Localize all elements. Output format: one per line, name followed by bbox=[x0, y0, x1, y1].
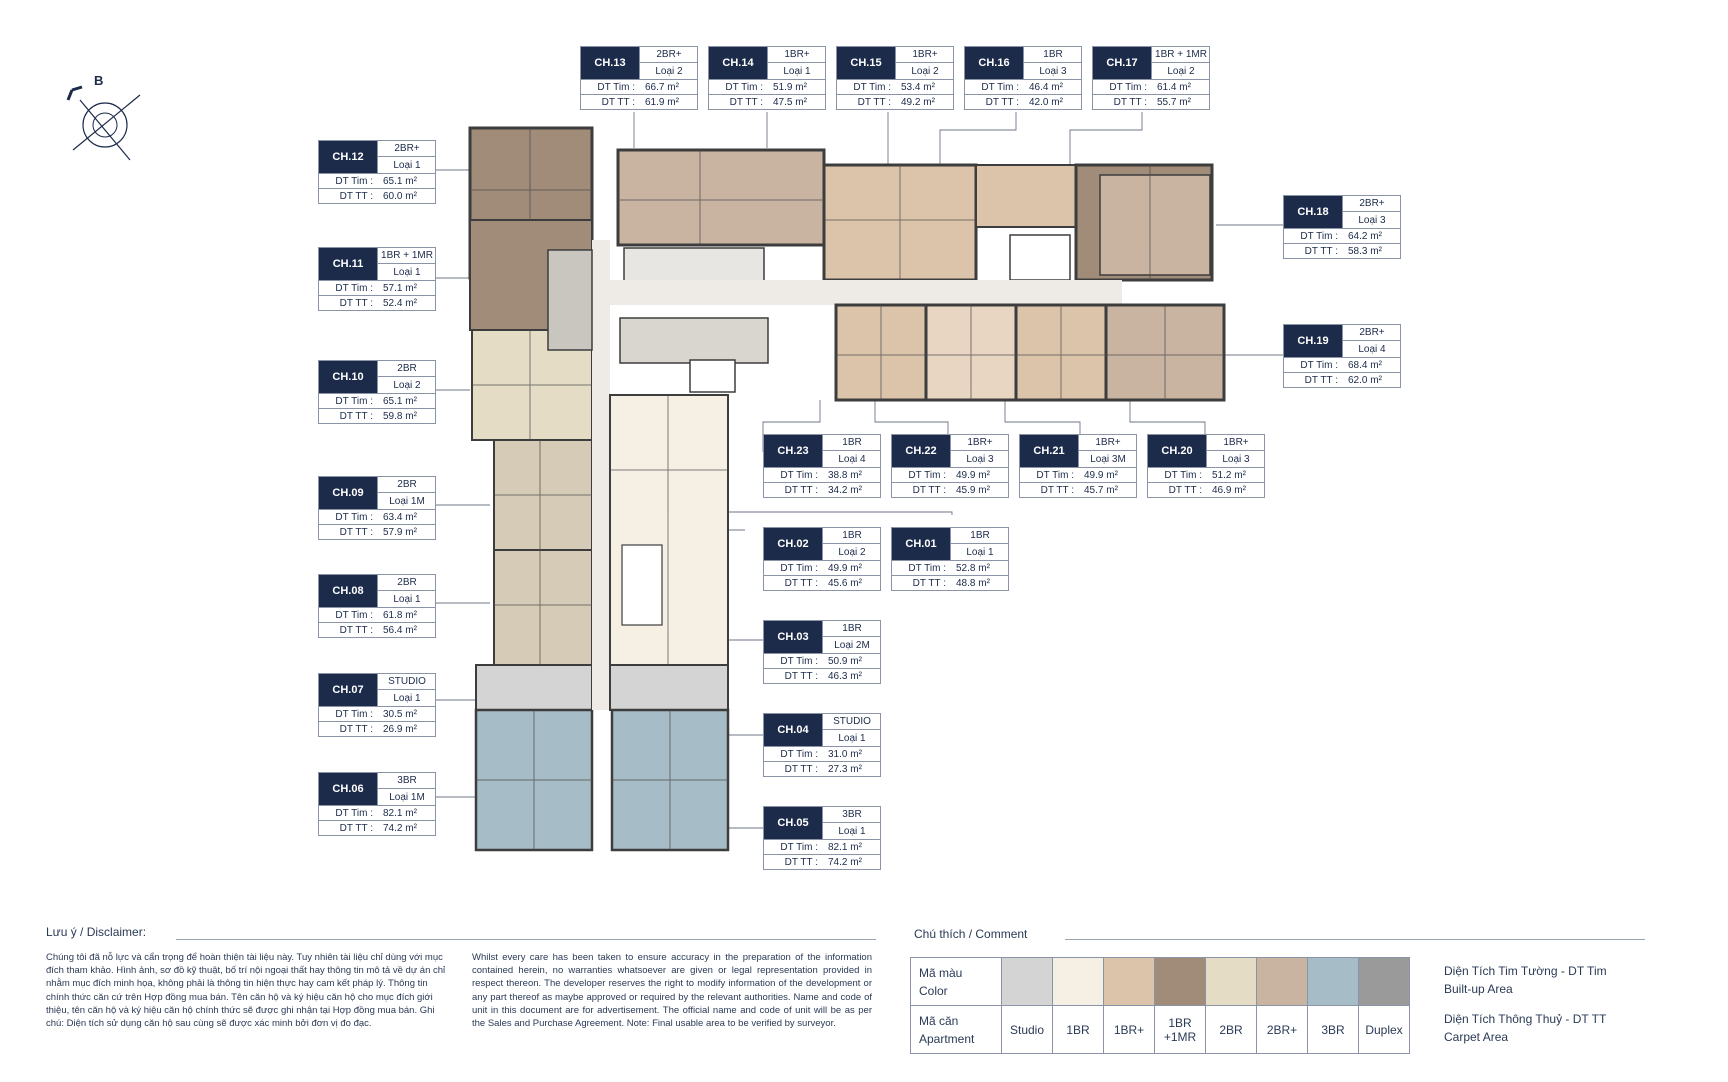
unit-subtype: Loại 2 bbox=[377, 377, 436, 393]
unit-subtype: Loại 1M bbox=[377, 493, 436, 509]
color-legend bbox=[910, 957, 1410, 1054]
disclaimer-title: Lưu ý / Disclaimer: bbox=[46, 925, 147, 939]
unit-tag-ch19 bbox=[1283, 324, 1401, 388]
legend-swatch bbox=[1104, 958, 1155, 1006]
unit-subtype: Loại 3 bbox=[950, 451, 1009, 467]
unit-type: 2BR+ bbox=[639, 47, 698, 63]
unit-subtype: Loại 3M bbox=[1078, 451, 1137, 467]
carpet-area-row: DT TT : 60.0 m² bbox=[319, 188, 435, 204]
built-up-area-row: DT Tim : 61.8 m² bbox=[319, 607, 435, 623]
built-up-area-row: DT Tim : 61.4 m² bbox=[1093, 79, 1209, 95]
unit-tag-ch11 bbox=[318, 247, 436, 311]
unit-code: CH.10 bbox=[319, 361, 377, 393]
unit-subtype: Loại 1 bbox=[377, 591, 436, 607]
disclaimer-divider bbox=[176, 939, 876, 940]
built-up-area-row: DT Tim : 49.9 m² bbox=[764, 560, 880, 576]
built-up-area-row: DT Tim : 52.8 m² bbox=[892, 560, 1008, 576]
built-up-area-row: DT Tim : 65.1 m² bbox=[319, 393, 435, 409]
unit-type: 2BR bbox=[377, 477, 436, 493]
unit-subtype: Loại 3 bbox=[1342, 212, 1401, 228]
unit-subtype: Loại 4 bbox=[822, 451, 881, 467]
carpet-area-row: DT TT : 26.9 m² bbox=[319, 721, 435, 737]
legend-color-header: Mã màu Color bbox=[911, 958, 1002, 1006]
unit-type: 2BR+ bbox=[1342, 325, 1401, 341]
legend-label: Studio bbox=[1002, 1006, 1053, 1054]
built-up-area-row: DT Tim : 63.4 m² bbox=[319, 509, 435, 525]
unit-type: 2BR+ bbox=[1342, 196, 1401, 212]
unit-code: CH.16 bbox=[965, 47, 1023, 79]
unit-code: CH.01 bbox=[892, 528, 950, 560]
built-up-area-row: DT Tim : 65.1 m² bbox=[319, 173, 435, 189]
unit-tag-ch22 bbox=[891, 434, 1009, 498]
unit-type: 2BR bbox=[377, 361, 436, 377]
unit-code: CH.20 bbox=[1148, 435, 1206, 467]
unit-tag-ch21 bbox=[1019, 434, 1137, 498]
unit-code: CH.07 bbox=[319, 674, 377, 706]
unit-type: 1BR bbox=[822, 621, 881, 637]
unit-subtype: Loại 2 bbox=[639, 63, 698, 79]
carpet-area-row: DT TT : 45.6 m² bbox=[764, 575, 880, 591]
unit-subtype: Loại 1 bbox=[822, 823, 881, 839]
unit-type: 1BR+ bbox=[1078, 435, 1137, 451]
legend-label: Duplex bbox=[1359, 1006, 1410, 1054]
unit-subtype: Loại 2M bbox=[822, 637, 881, 653]
carpet-area-row: DT TT : 27.3 m² bbox=[764, 761, 880, 777]
legend-label: 1BR bbox=[1053, 1006, 1104, 1054]
unit-subtype: Loại 1M bbox=[377, 789, 436, 805]
unit-type: STUDIO bbox=[822, 714, 881, 730]
unit-code: CH.18 bbox=[1284, 196, 1342, 228]
unit-type: 1BR+ bbox=[1206, 435, 1265, 451]
unit-type: 1BR + 1MR bbox=[377, 248, 436, 264]
carpet-area-row: DT TT : 47.5 m² bbox=[709, 94, 825, 110]
built-up-area-row: DT Tim : 50.9 m² bbox=[764, 653, 880, 669]
built-up-area-row: DT Tim : 51.9 m² bbox=[709, 79, 825, 95]
disclaimer-text-en: Whilst every care has been taken to ensure accuracy in the preparation of the information contained herein, no warranties whatsoever are given or legal representation provided in respect thereon. The developer reserves the right to modify information of the development or any part thereof as maybe approved or required by the relevant authorities. Name and code of unit in this document are for advertisement. The official name and code of unit will be as per the Sales and Purchase Agreement. Note: Final usable area to be verified by surveyor. bbox=[472, 952, 872, 1030]
unit-type: 1BR bbox=[822, 528, 881, 544]
unit-type: STUDIO bbox=[377, 674, 436, 690]
unit-subtype: Loại 3 bbox=[1023, 63, 1082, 79]
unit-tag-ch13 bbox=[580, 46, 698, 110]
carpet-area-row: DT TT : 55.7 m² bbox=[1093, 94, 1209, 110]
unit-subtype: Loại 1 bbox=[822, 730, 881, 746]
unit-code: CH.21 bbox=[1020, 435, 1078, 467]
built-up-area-row: DT Tim : 49.9 m² bbox=[1020, 467, 1136, 483]
unit-tag-ch04 bbox=[763, 713, 881, 777]
unit-code: CH.19 bbox=[1284, 325, 1342, 357]
unit-subtype: Loại 1 bbox=[377, 264, 436, 280]
unit-type: 2BR bbox=[377, 575, 436, 591]
carpet-area-row: DT TT : 45.9 m² bbox=[892, 482, 1008, 498]
legend-label: 1BR +1MR bbox=[1155, 1006, 1206, 1054]
unit-tag-ch10 bbox=[318, 360, 436, 424]
legend-swatch bbox=[1053, 958, 1104, 1006]
unit-type: 1BR + 1MR bbox=[1151, 47, 1210, 63]
unit-subtype: Loại 1 bbox=[950, 544, 1009, 560]
legend-label: 1BR+ bbox=[1104, 1006, 1155, 1054]
carpet-area-row: DT TT : 42.0 m² bbox=[965, 94, 1081, 110]
carpet-area-row: DT TT : 58.3 m² bbox=[1284, 243, 1400, 259]
unit-type: 1BR bbox=[822, 435, 881, 451]
carpet-area-row: DT TT : 74.2 m² bbox=[764, 854, 880, 870]
legend-apartment-header: Mã căn Apartment bbox=[911, 1006, 1002, 1054]
unit-subtype: Loại 2 bbox=[822, 544, 881, 560]
carpet-area-row: DT TT : 46.9 m² bbox=[1148, 482, 1264, 498]
legend-swatch bbox=[1155, 958, 1206, 1006]
built-up-area-row: DT Tim : 66.7 m² bbox=[581, 79, 697, 95]
unit-tag-ch01 bbox=[891, 527, 1009, 591]
built-up-area-row: DT Tim : 64.2 m² bbox=[1284, 228, 1400, 244]
built-up-area-row: DT Tim : 82.1 m² bbox=[764, 839, 880, 855]
unit-tag-ch06 bbox=[318, 772, 436, 836]
built-up-area-row: DT Tim : 53.4 m² bbox=[837, 79, 953, 95]
unit-code: CH.02 bbox=[764, 528, 822, 560]
unit-code: CH.15 bbox=[837, 47, 895, 79]
carpet-area-row: DT TT : 62.0 m² bbox=[1284, 372, 1400, 388]
unit-type: 1BR bbox=[950, 528, 1009, 544]
unit-tag-ch12 bbox=[318, 140, 436, 204]
built-up-area-row: DT Tim : 49.9 m² bbox=[892, 467, 1008, 483]
built-up-area-row: DT Tim : 51.2 m² bbox=[1148, 467, 1264, 483]
built-up-area-row: DT Tim : 31.0 m² bbox=[764, 746, 880, 762]
carpet-area-row: DT TT : 57.9 m² bbox=[319, 524, 435, 540]
unit-code: CH.04 bbox=[764, 714, 822, 746]
legend-label: 2BR bbox=[1206, 1006, 1257, 1054]
unit-type: 3BR bbox=[822, 807, 881, 823]
unit-subtype: Loại 4 bbox=[1342, 341, 1401, 357]
unit-tag-ch16 bbox=[964, 46, 1082, 110]
unit-code: CH.06 bbox=[319, 773, 377, 805]
unit-tag-ch07 bbox=[318, 673, 436, 737]
unit-subtype: Loại 1 bbox=[377, 690, 436, 706]
carpet-area-row: DT TT : 46.3 m² bbox=[764, 668, 880, 684]
unit-tag-ch20 bbox=[1147, 434, 1265, 498]
unit-tag-ch08 bbox=[318, 574, 436, 638]
built-up-area-row: DT Tim : 57.1 m² bbox=[319, 280, 435, 296]
legend-swatch bbox=[1206, 958, 1257, 1006]
carpet-area-row: DT TT : 34.2 m² bbox=[764, 482, 880, 498]
unit-subtype: Loại 2 bbox=[895, 63, 954, 79]
carpet-area-row: DT TT : 56.4 m² bbox=[319, 622, 435, 638]
unit-type: 1BR+ bbox=[767, 47, 826, 63]
carpet-area-row: DT TT : 61.9 m² bbox=[581, 94, 697, 110]
disclaimer-text-vn: Chúng tôi đã nỗ lực và cẩn trọng để hoàn thiện tài liệu này. Tuy nhiên tài liệu chỉ dùng với mục đích tham khảo. Hình ảnh, sơ đồ kỹ thuật, bố trí nội ngoại thất hay thông tin mô tả về dự án chỉ nhằm mục đích minh họa, không phải là thông tin hiện thực hay cam kết pháp lý. Thông tin chính thức căn cứ trên Hợp đồng mua bán. Tên căn hộ và ký hiệu căn hộ cho mục đích giới thiệu, tên căn hộ và ký hiệu căn hộ chính thức sẽ được ghi nhận tại Hợp đồng mua bán. Ghi chú: Diện tích sử dụng căn hộ sau cùng sẽ được xác minh bởi đơn vị đo đạc. bbox=[46, 952, 446, 1030]
carpet-area-row: DT TT : 49.2 m² bbox=[837, 94, 953, 110]
carpet-area-row: DT TT : 48.8 m² bbox=[892, 575, 1008, 591]
comment-title: Chú thích / Comment bbox=[914, 927, 1028, 941]
carpet-area-row: DT TT : 74.2 m² bbox=[319, 820, 435, 836]
unit-tag-ch09 bbox=[318, 476, 436, 540]
unit-code: CH.12 bbox=[319, 141, 377, 173]
unit-subtype: Loại 3 bbox=[1206, 451, 1265, 467]
unit-code: CH.11 bbox=[319, 248, 377, 280]
unit-tag-ch14 bbox=[708, 46, 826, 110]
area-note-carpet: Diện Tích Thông Thuỷ - DT TT Carpet Area bbox=[1444, 1012, 1607, 1044]
unit-code: CH.08 bbox=[319, 575, 377, 607]
compass-label: B bbox=[94, 73, 104, 88]
carpet-area-row: DT TT : 59.8 m² bbox=[319, 408, 435, 424]
built-up-area-row: DT Tim : 46.4 m² bbox=[965, 79, 1081, 95]
carpet-area-row: DT TT : 52.4 m² bbox=[319, 295, 435, 311]
unit-type: 2BR+ bbox=[377, 141, 436, 157]
unit-subtype: Loại 1 bbox=[377, 157, 436, 173]
legend-swatch bbox=[1257, 958, 1308, 1006]
unit-type: 1BR bbox=[1023, 47, 1082, 63]
unit-code: CH.22 bbox=[892, 435, 950, 467]
legend-swatch bbox=[1359, 958, 1410, 1006]
unit-tag-ch05 bbox=[763, 806, 881, 870]
unit-tag-ch17 bbox=[1092, 46, 1210, 110]
unit-subtype: Loại 2 bbox=[1151, 63, 1210, 79]
built-up-area-row: DT Tim : 68.4 m² bbox=[1284, 357, 1400, 373]
unit-subtype: Loại 1 bbox=[767, 63, 826, 79]
unit-code: CH.03 bbox=[764, 621, 822, 653]
unit-code: CH.23 bbox=[764, 435, 822, 467]
legend-label: 2BR+ bbox=[1257, 1006, 1308, 1054]
unit-type: 3BR bbox=[377, 773, 436, 789]
built-up-area-row: DT Tim : 30.5 m² bbox=[319, 706, 435, 722]
built-up-area-row: DT Tim : 38.8 m² bbox=[764, 467, 880, 483]
legend-swatch bbox=[1002, 958, 1053, 1006]
comment-divider bbox=[1065, 939, 1645, 940]
unit-type: 1BR+ bbox=[895, 47, 954, 63]
legend-swatch bbox=[1308, 958, 1359, 1006]
unit-tag-ch18 bbox=[1283, 195, 1401, 259]
legend-label: 3BR bbox=[1308, 1006, 1359, 1054]
unit-code: CH.05 bbox=[764, 807, 822, 839]
unit-code: CH.09 bbox=[319, 477, 377, 509]
unit-code: CH.13 bbox=[581, 47, 639, 79]
unit-tag-ch15 bbox=[836, 46, 954, 110]
unit-code: CH.17 bbox=[1093, 47, 1151, 79]
built-up-area-row: DT Tim : 82.1 m² bbox=[319, 805, 435, 821]
unit-tag-ch03 bbox=[763, 620, 881, 684]
unit-tag-ch23 bbox=[763, 434, 881, 498]
carpet-area-row: DT TT : 45.7 m² bbox=[1020, 482, 1136, 498]
unit-type: 1BR+ bbox=[950, 435, 1009, 451]
area-note-built-up: Diện Tích Tim Tường - DT Tim Built-up Area bbox=[1444, 964, 1607, 996]
unit-tag-ch02 bbox=[763, 527, 881, 591]
unit-code: CH.14 bbox=[709, 47, 767, 79]
